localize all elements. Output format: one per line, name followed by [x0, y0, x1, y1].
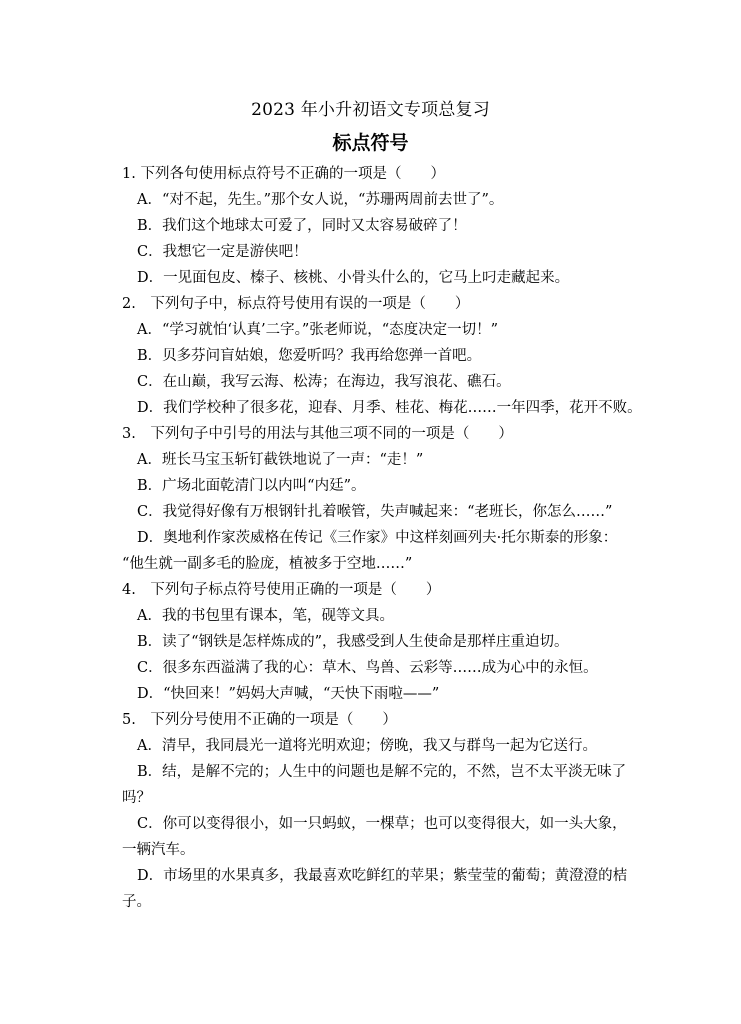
question-2 [122, 291, 662, 421]
question-stem: 3. 下列句子中引号的用法与其他三项不同的一项是（ ） [122, 426, 513, 442]
option-a: A．我的书包里有课本，笔，砚等文具。 [137, 608, 394, 624]
option-c: C．很多东西溢满了我的心：草木、鸟兽、云彩等……成为心中的永恒。 [137, 660, 598, 676]
question-1 [122, 161, 662, 291]
question-stem: 5. 下列分号使用不正确的一项是（ ） [122, 712, 397, 728]
option-b: B．我们这个地球太可爱了，同时又太容易破碎了！ [137, 218, 467, 234]
option-d: D．一见面包皮、榛子、核桃、小骨头什么的，它马上叼走藏起来。 [137, 270, 570, 286]
option-b: B．读了“钢铁是怎样炼成的”，我感受到人生使命是那样庄重迫切。 [137, 634, 569, 650]
option-d: D．奥地利作家茨威格在传记《三作家》中这样刻画列夫·托尔斯泰的形象： [137, 530, 618, 546]
option-a: A．班长马宝玉斩钉截铁地说了一声：“走！” [137, 452, 424, 468]
option-a: A．清早，我同晨光一道将光明欢迎；傍晚，我又与群鸟一起为它送行。 [137, 738, 597, 754]
option-c: C．我觉得好像有万根钢针扎着喉管，失声喊起来：“老班长，你怎么……” [137, 504, 613, 520]
question-4 [122, 577, 662, 707]
question-3 [122, 421, 662, 577]
page-title: 2023 年小升初语文专项总复习 [251, 100, 490, 120]
option-c: C．我想它一定是游侠吧！ [137, 244, 308, 260]
page-subtitle: 标点符号 [332, 132, 409, 154]
question-stem: 1. 下列各句使用标点符号不正确的一项是（ ） [122, 166, 445, 182]
option-b-continuation: 吗？ [122, 790, 151, 806]
question-stem: 4. 下列句子标点符号使用正确的一项是（ ） [122, 582, 441, 598]
question-list [122, 161, 662, 915]
question-5 [122, 707, 662, 915]
option-b: B．广场北面乾清门以内叫“内廷”。 [137, 478, 366, 494]
option-c: C．你可以变得很小，如一只蚂蚁，一棵草；也可以变得很大，如一头大象， [137, 816, 627, 832]
option-a: A．“对不起，先生。”那个女人说，“苏珊两周前去世了”。 [137, 192, 504, 208]
option-b: B．结，是解不完的；人生中的问题也是解不完的，不然，岂不太平淡无味了 [137, 764, 627, 780]
option-d-continuation: 子。 [122, 894, 151, 910]
option-a: A．“学习就怕‘认真’二字。”张老师说，“态度决定一切！” [137, 322, 499, 338]
option-d: D．市场里的水果真多，我最喜欢吃鲜红的苹果；紫莹莹的葡萄；黄澄澄的桔 [137, 868, 628, 884]
question-stem: 2. 下列句子中，标点符号使用有误的一项是（ ） [122, 296, 470, 312]
option-d-continuation: “他生就一副多毛的脸庞，植被多于空地……” [122, 556, 413, 572]
option-c-continuation: 一辆汽车。 [122, 842, 195, 858]
option-d: D．我们学校种了很多花，迎春、月季、桂花、梅花……一年四季，花开不败。 [137, 400, 642, 416]
option-c: C．在山巅，我写云海、松涛；在海边，我写浪花、礁石。 [137, 374, 511, 390]
option-b: B．贝多芬问盲姑娘，您爱听吗？我再给您弹一首吧。 [137, 348, 482, 364]
option-d: D．“快回来！”妈妈大声喊，“天快下雨啦——” [137, 686, 440, 702]
